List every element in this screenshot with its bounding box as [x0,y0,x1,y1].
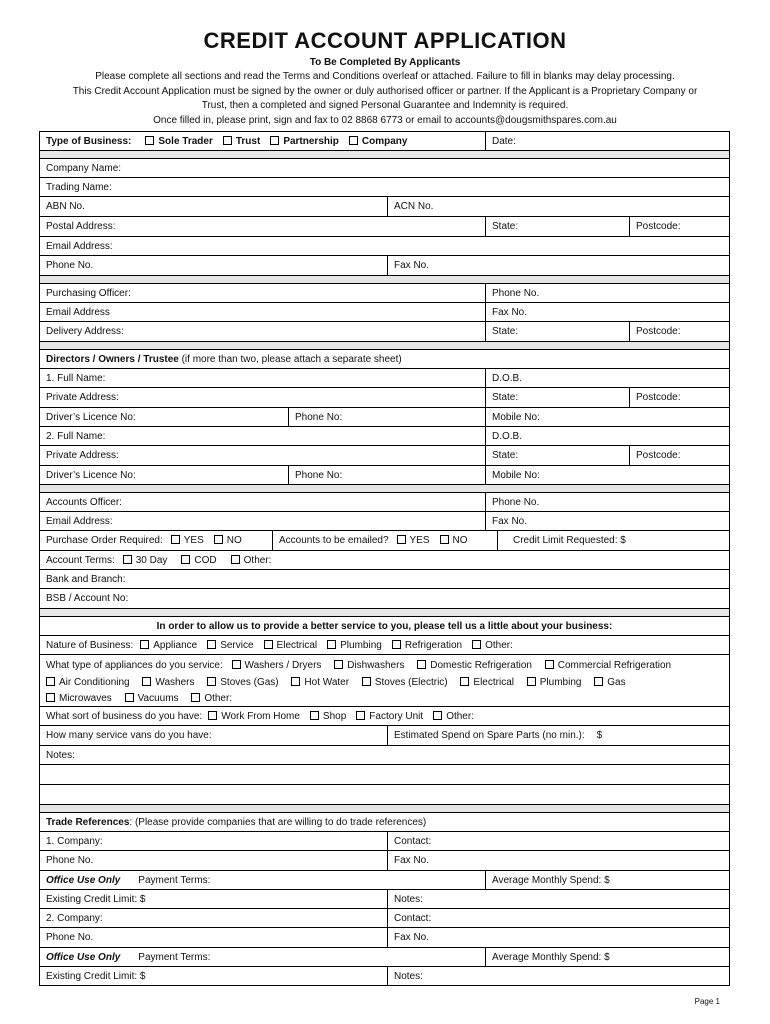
checkbox-icon[interactable] [362,677,371,686]
director-1-phone-field[interactable]: Phone No: [288,408,485,426]
director-2-mobile-field[interactable]: Mobile No: [485,466,729,484]
director-1-mobile-field[interactable]: Mobile No: [485,408,729,426]
checkbox-icon[interactable] [270,136,279,145]
option-label: Domestic Refrigeration [430,660,532,671]
appliances-label: What type of appliances do you service: [46,660,223,671]
postal-address-field[interactable]: Postal Address: [46,221,116,232]
accounts-email-field[interactable]: Email Address: [46,515,113,527]
purchasing-email-field[interactable]: Email Address [46,306,110,318]
ref-1-office-use-row [39,871,730,890]
director-2-postcode-field[interactable]: Postcode: [629,446,729,465]
option-label: Stoves (Gas) [220,676,279,688]
option-label: Air Conditioning [59,676,130,688]
director-1-address-field[interactable]: Private Address: [46,392,119,403]
option-label: Electrical [473,676,514,688]
option-label: Electrical [276,639,318,651]
checkbox-icon[interactable] [397,535,406,544]
option-label: Appliance [153,639,198,651]
option-label: Factory Unit [369,710,424,722]
checkbox-icon[interactable] [356,711,365,720]
ref-1-company-row [39,832,730,851]
delivery-address-row [39,322,730,342]
ref-2-notes-field[interactable]: Notes: [387,967,729,985]
business-type-label: Type of Business: [46,135,132,147]
purchasing-phone-field[interactable]: Phone No. [485,284,729,302]
abn-acn-row [39,197,730,217]
credit-limit-field[interactable]: Credit Limit Requested: $ [497,531,729,550]
business-sort-label: What sort of business do you have: [46,710,203,722]
checkbox-icon[interactable] [433,711,442,720]
option-label: Other: [243,554,272,566]
ref-2-phone-row [39,928,730,948]
director-1-address-row [39,388,730,408]
accounts-phone-field[interactable]: Phone No. [485,493,729,511]
notes-field[interactable]: Notes: [46,749,75,761]
checkbox-icon[interactable] [545,660,554,669]
ref-2-company-row [39,909,730,928]
phone-field[interactable]: Phone No. [46,260,94,271]
option-trust[interactable] [223,136,260,147]
company-name-row [39,159,730,178]
directors-heading-note: (if more than two, please attach a separate sheet) [178,353,402,365]
option-label: Refrigeration [404,639,463,651]
option-label: Commercial Refrigeration [557,660,672,671]
trade-references-note: : (Please provide companies that are willing to do trade references) [129,816,427,828]
checkbox-icon[interactable] [142,677,151,686]
nature-plumbing-option[interactable] [327,640,382,651]
section-gap [39,609,730,617]
phone-fax-row [39,256,730,276]
option-label: Work From Home [221,710,300,722]
director-2-licence-row [39,466,730,485]
purchasing-officer-field[interactable]: Purchasing Officer: [46,287,131,299]
office-use-label: Office Use Only [46,874,121,886]
option-label: Other: [485,639,513,651]
sort-factory-unit-option[interactable] [356,711,423,722]
appliance-gas-option[interactable] [594,677,625,688]
ref-1-company-field[interactable]: 1. Company: [46,835,103,847]
checkbox-icon[interactable] [207,640,216,649]
nature-service-option[interactable] [207,640,253,651]
accounts-email-row [39,512,730,531]
page-title: CREDIT ACCOUNT APPLICATION [203,28,567,53]
payment-terms-label: Payment Terms: [138,951,211,963]
nature-refrigeration-option[interactable] [392,640,462,651]
service-vans-row [39,726,730,746]
intro-line: Trust, then a completed and signed Personal Guarantee and Indemnity is required. [201,100,569,111]
checkbox-icon[interactable] [171,535,180,544]
appliance-other-option[interactable] [191,693,232,704]
trade-references-heading: Trade References [46,816,130,828]
notes-blank-line[interactable] [39,785,730,805]
emailed-no-option[interactable] [440,535,468,546]
intro-line: This Credit Account Application must be signed by the owner or duly authorised officer or partner. If the Applicant is a Proprietary Company or [72,85,698,97]
appliance-stoves-gas-option[interactable] [207,677,278,688]
abn-field[interactable]: ABN No. [46,201,85,212]
business-info-heading: In order to allow us to provide a better service to you, please tell us a little about your business: [156,620,613,632]
postal-address-row [39,217,730,237]
appliances-line [46,691,671,708]
option-label: YES [409,535,430,546]
po-no-option[interactable] [214,535,242,546]
nature-other-option[interactable] [472,640,513,651]
appliances-line [46,658,671,675]
service-vans-field[interactable]: How many service vans do you have: [46,730,212,741]
bsb-field[interactable]: BSB / Account No: [46,593,129,604]
checkbox-icon[interactable] [232,660,241,669]
director-2-name-row [39,427,730,446]
payment-terms-label: Payment Terms: [138,874,211,886]
checkbox-icon[interactable] [327,640,336,649]
checkbox-icon[interactable] [214,535,223,544]
appliance-commercial-refrigeration-option[interactable] [545,660,671,671]
checkbox-icon[interactable] [46,693,55,702]
appliance-vacuums-option[interactable] [125,693,179,704]
checkbox-icon[interactable] [223,136,232,145]
notes-row [39,746,730,765]
purchasing-email-row [39,303,730,322]
appliance-microwaves-option[interactable] [46,693,112,704]
checkbox-icon[interactable] [208,711,217,720]
terms-cod-option[interactable] [181,555,216,566]
section-gap [39,805,730,813]
ref-1-phone-field[interactable]: Phone No. [46,855,94,866]
director-1-dob-field[interactable]: D.O.B. [485,369,729,387]
office-use-label: Office Use Only [46,951,121,963]
option-company[interactable] [349,136,408,147]
director-2-licence-field[interactable]: Driver’s Licence No: [46,469,136,481]
purchasing-officer-row [39,284,730,303]
checkbox-icon[interactable] [145,136,154,145]
section-gap [39,151,730,159]
option-label: Stoves (Electric) [374,676,448,688]
ref-2-office-use-row [39,948,730,967]
emailed-yes-option[interactable] [397,535,430,546]
option-label: Washers [155,676,195,688]
purchasing-fax-field[interactable]: Fax No. [485,303,729,321]
option-label: Other: [204,693,233,704]
director-1-postcode-field[interactable]: Postcode: [629,388,729,407]
page-number: Page 1 [694,997,720,1006]
option-label: Sole Trader [158,135,213,147]
directors-heading-row [39,350,730,369]
appliance-hot-water-option[interactable] [291,677,349,688]
appliance-washers-option[interactable] [142,677,194,688]
option-label: NO [226,535,242,546]
business-type-row [39,131,730,151]
option-label: Microwaves [59,693,112,704]
email-row [39,237,730,256]
option-label: Gas [607,676,626,688]
email-field[interactable]: Email Address: [46,240,113,252]
nature-of-business-row [39,636,730,655]
appliance-plumbing-option[interactable] [527,677,582,688]
checkbox-icon[interactable] [46,677,55,686]
delivery-state-field[interactable]: State: [485,322,629,341]
checkbox-icon[interactable] [291,677,300,686]
state-field[interactable]: State: [485,217,629,236]
ref-1-avg-spend-field[interactable]: Average Monthly Spend: $ [485,871,729,889]
appliances-row [39,655,730,707]
appliance-dishwashers-option[interactable] [334,660,404,671]
po-required-label: Purchase Order Required: [46,535,163,546]
business-sort-row [39,707,730,726]
ref-1-credit-limit-row [39,890,730,909]
director-2-address-field[interactable]: Private Address: [46,450,119,461]
option-label: Vacuums [137,693,179,704]
option-label: Company [361,135,408,147]
checkbox-icon[interactable] [417,660,426,669]
accounts-fax-field[interactable]: Fax No. [485,512,729,530]
appliance-electrical-option[interactable] [460,677,514,688]
sort-work-from-home-option[interactable] [208,711,300,722]
option-label: Plumbing [340,639,382,651]
account-terms-label: Account Terms: [46,554,115,566]
ref-2-phone-field[interactable]: Phone No. [46,932,94,943]
option-label: Shop [322,710,347,722]
checkbox-icon[interactable] [460,677,469,686]
director-2-dob-field[interactable]: D.O.B. [485,427,729,445]
option-label: NO [452,535,468,546]
nature-label: Nature of Business: [46,639,134,651]
business-info-heading-row [39,617,730,636]
acn-field[interactable]: ACN No. [387,197,729,216]
option-label: Service [220,639,254,651]
fax-field[interactable]: Fax No. [387,256,729,275]
checkbox-icon[interactable] [472,640,481,649]
option-sole-trader[interactable] [145,136,212,147]
checkbox-icon[interactable] [181,555,190,564]
ref-2-company-field[interactable]: 2. Company: [46,912,103,924]
checkbox-icon[interactable] [440,535,449,544]
intro-line: Once filled in, please print, sign and fax to 02 8868 6773 or email to accounts@dougsmithspares.com.au [153,114,617,126]
option-label: Washers / Dryers [244,660,322,671]
ref-1-phone-row [39,851,730,871]
estimated-spend-label: Estimated Spend on Spare Parts (no min.): [394,730,585,741]
ref-1-existing-limit-field[interactable]: Existing Credit Limit: $ [46,893,146,905]
director-1-licence-field[interactable]: Driver’s Licence No: [46,411,136,423]
director-2-address-row [39,446,730,466]
director-2-state-field[interactable]: State: [485,446,629,465]
section-gap [39,485,730,493]
ref-2-avg-spend-field[interactable]: Average Monthly Spend: $ [485,948,729,966]
trade-references-heading-row [39,813,730,832]
notes-blank-line[interactable] [39,765,730,785]
checkbox-icon[interactable] [207,677,216,686]
trading-name-field[interactable]: Trading Name: [46,181,112,193]
option-label: YES [183,535,204,546]
accounts-officer-row [39,493,730,512]
estimated-spend-field[interactable] [387,726,729,745]
accounts-officer-field[interactable]: Accounts Officer: [46,496,122,508]
option-label: 30 Day [135,554,168,566]
checkbox-icon[interactable] [264,640,273,649]
intro-line: Please complete all sections and read the Terms and Conditions overleaf or attached. Failure to fill in blanks may delay processing. [95,71,675,82]
checkbox-icon[interactable] [310,711,319,720]
appliances-line [46,675,671,692]
option-label: COD [194,554,217,566]
nature-appliance-option[interactable] [140,640,197,651]
director-2-phone-field[interactable]: Phone No: [288,466,485,484]
option-label: Plumbing [539,676,582,688]
directors-heading: Directors / Owners / Trustee [46,353,179,365]
ref-1-contact-field[interactable]: Contact: [387,832,729,850]
checkbox-icon[interactable] [231,555,240,564]
checkbox-icon[interactable] [349,136,358,145]
ref-1-notes-field[interactable]: Notes: [387,890,729,908]
director-1-licence-row [39,408,730,427]
sort-shop-option[interactable] [310,711,346,722]
application-form [39,131,730,986]
ref-2-credit-limit-row [39,967,730,986]
appliance-air-conditioning-option[interactable] [46,677,130,688]
ref-1-fax-field[interactable]: Fax No. [387,851,729,870]
bank-branch-field[interactable]: Bank and Branch: [46,573,126,585]
director-1-name-row [39,369,730,388]
currency-symbol: $ [596,730,603,741]
po-yes-option[interactable] [171,535,204,546]
ref-2-existing-limit-field[interactable]: Existing Credit Limit: $ [46,970,146,982]
terms-30-day-option[interactable] [123,555,168,566]
ref-2-contact-field[interactable]: Contact: [387,909,729,927]
appliance-stoves-electric-option[interactable] [362,677,448,688]
sort-other-option[interactable] [433,711,474,722]
page-subtitle: To Be Completed By Applicants [309,57,461,68]
delivery-address-field[interactable]: Delivery Address: [46,326,124,337]
postcode-field[interactable]: Postcode: [629,217,729,236]
terms-other-option[interactable] [231,555,272,566]
appliance-washers-dryers-option[interactable] [232,660,322,671]
option-label: Dishwashers [347,660,405,671]
section-gap [39,276,730,284]
bsb-row [39,589,730,609]
option-label: Other: [446,710,474,722]
option-label: Hot Water [304,676,350,688]
nature-electrical-option[interactable] [264,640,318,651]
appliance-domestic-refrigeration-option[interactable] [417,660,532,671]
account-terms-row [39,551,730,570]
checkbox-icon[interactable] [527,677,536,686]
trading-name-row [39,178,730,197]
section-gap [39,342,730,350]
checkbox-icon[interactable] [594,677,603,686]
checkbox-icon[interactable] [334,660,343,669]
ref-2-fax-field[interactable]: Fax No. [387,928,729,947]
delivery-postcode-field[interactable]: Postcode: [629,322,729,341]
checkbox-icon[interactable] [392,640,401,649]
emailed-label: Accounts to be emailed? [279,535,389,546]
director-2-name-field[interactable]: 2. Full Name: [46,430,106,442]
intro-text [40,70,730,128]
checkbox-icon[interactable] [125,693,134,702]
company-name-field[interactable]: Company Name: [46,162,122,174]
checkbox-icon[interactable] [123,555,132,564]
option-label: Partnership [283,135,339,147]
checkbox-icon[interactable] [191,693,200,702]
director-1-state-field[interactable]: State: [485,388,629,407]
option-partnership[interactable] [270,136,339,147]
bank-branch-row [39,570,730,589]
option-label: Trust [235,135,261,147]
director-1-name-field[interactable]: 1. Full Name: [46,372,106,384]
date-field[interactable]: Date: [485,132,729,150]
purchase-order-row [39,531,730,551]
checkbox-icon[interactable] [140,640,149,649]
